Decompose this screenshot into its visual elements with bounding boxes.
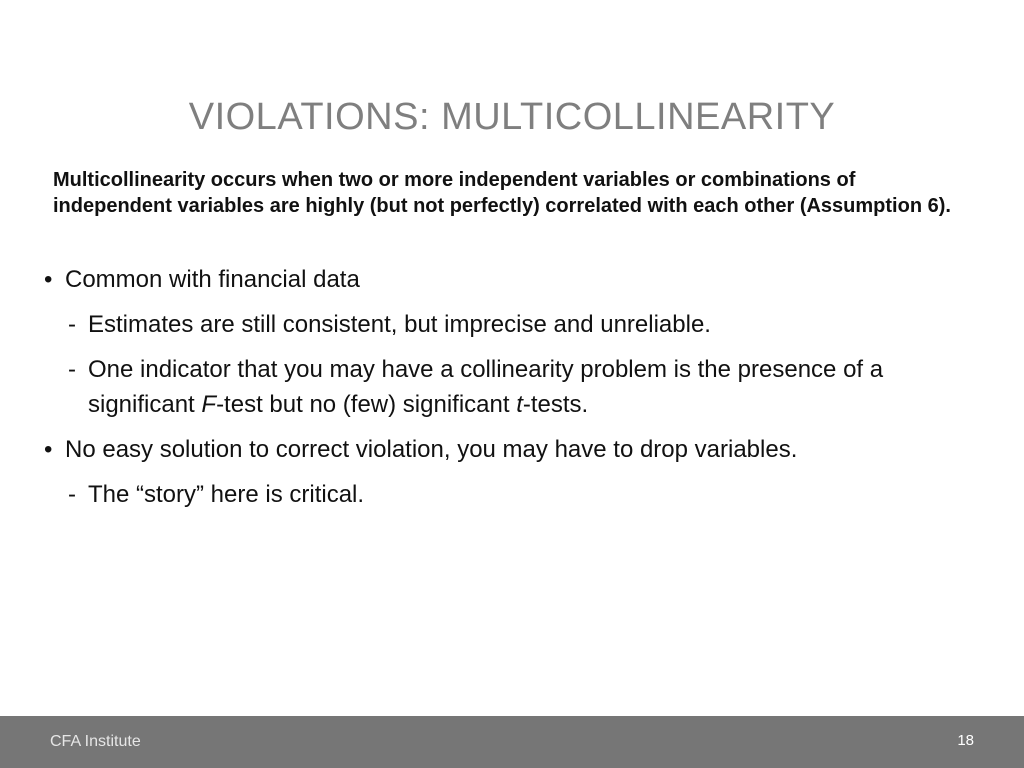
dash-marker: - [68, 311, 76, 338]
bullet-item [44, 432, 984, 512]
bullet-text: Common with financial data [65, 266, 360, 293]
sub-bullet-list [65, 477, 984, 512]
text-segment: -tests. [522, 391, 589, 418]
sub-bullet-list [65, 307, 984, 422]
dash-marker: - [68, 481, 76, 508]
page-number: 18 [957, 732, 974, 749]
sub-bullet-text: The “story” here is critical. [88, 481, 365, 508]
text-segment: -test but no (few) significant [216, 391, 517, 418]
slide-title: VIOLATIONS: MULTICOLLINEARITY [188, 96, 836, 138]
bullet-item [44, 262, 984, 422]
sub-bullet-item [65, 477, 984, 512]
text-segment: One indicator that you may have a collinearity problem is the presence of a significant [88, 356, 884, 418]
sub-bullet-text: Estimates are still consistent, but imprecise and unreliable. [88, 311, 711, 338]
sub-bullet-item [65, 307, 984, 342]
sub-bullet-text [88, 356, 883, 418]
sub-bullet-item [65, 352, 984, 422]
definition-text: Multicollinearity occurs when two or more independent variables or combinations of independent variables are highly (but not perfectly) correlated with each other (Assumption 6). [53, 169, 951, 217]
footer-brand: CFA Institute [50, 733, 141, 750]
bullet-marker: • [44, 266, 53, 293]
bullet-text: No easy solution to correct violation, you may have to drop variables. [65, 436, 798, 463]
dash-marker: - [68, 356, 76, 383]
bullet-list [44, 262, 984, 522]
bullet-marker: • [44, 436, 53, 463]
footer-bar [0, 716, 1024, 768]
italic-t: t [516, 391, 523, 418]
italic-f: F [201, 391, 217, 418]
